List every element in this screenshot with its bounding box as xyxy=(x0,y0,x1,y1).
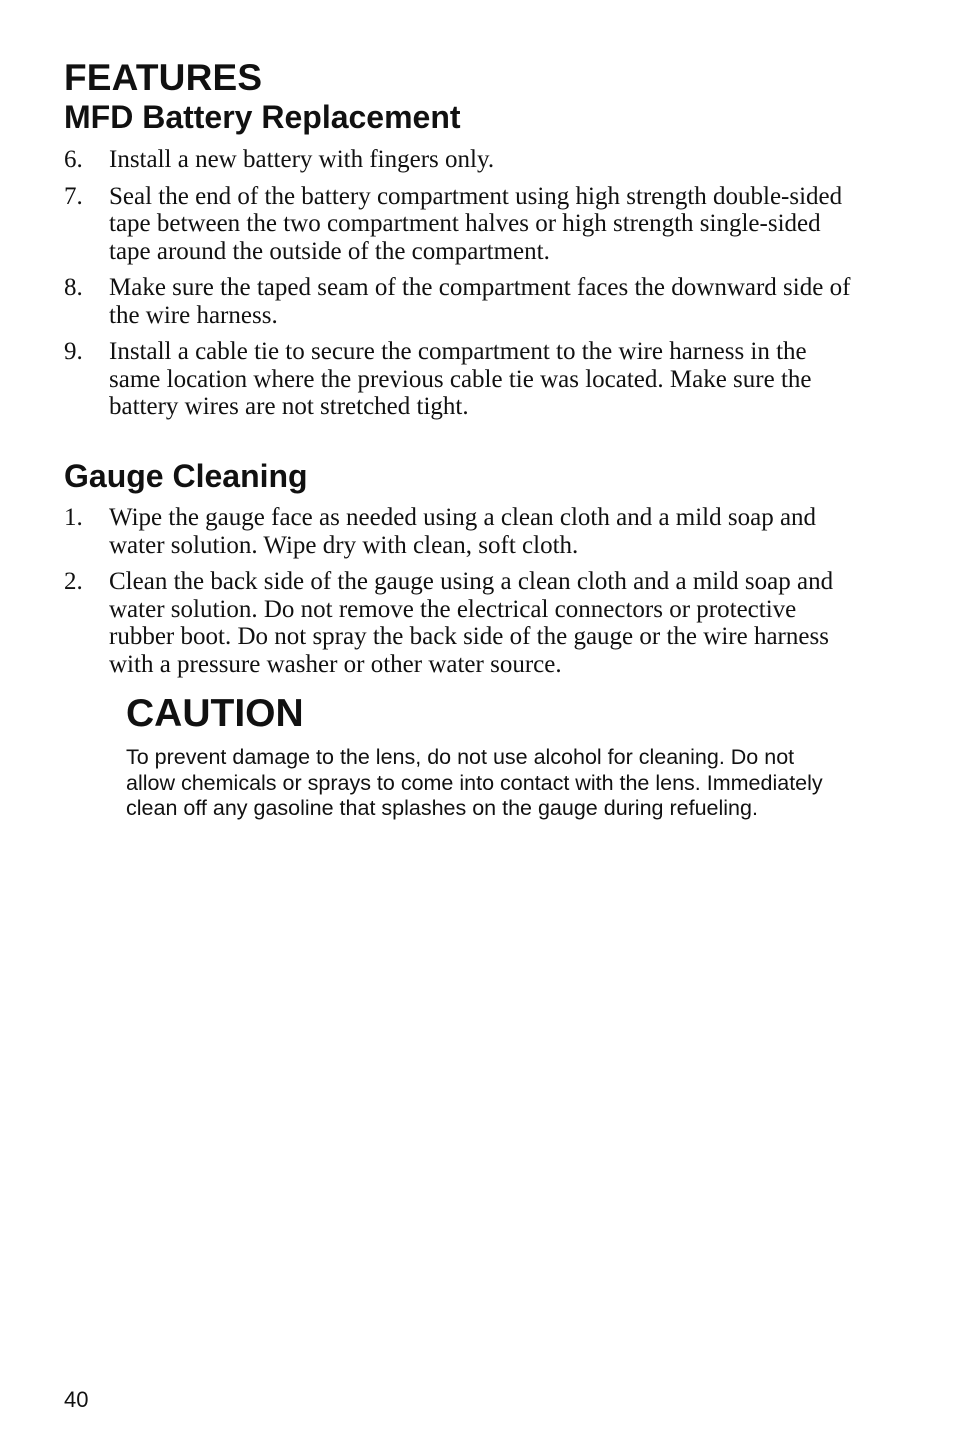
caution-title: CAUTION xyxy=(126,692,304,735)
battery-steps-list xyxy=(64,146,864,430)
list-item xyxy=(64,146,864,174)
step-number: 8. xyxy=(64,274,83,301)
step-text: Clean the back side of the gauge using a clean cloth and a mild soap and water solution. Do not remove the electrical connectors or protective rubber boot. Do not spray the back side of the gauge or the wire harness with a pressure washer or other water source. xyxy=(109,568,834,678)
step-text: Install a new battery with fingers only. xyxy=(109,146,495,173)
chapter-title: FEATURES xyxy=(64,57,263,98)
step-text: Wipe the gauge face as needed using a clean cloth and a mild soap and water solution. Wipe dry with clean, soft cloth. xyxy=(109,504,817,559)
step-number: 2. xyxy=(64,568,83,595)
cleaning-steps-list xyxy=(64,504,864,687)
list-item xyxy=(64,274,864,329)
caution-text: To prevent damage to the lens, do not use alcohol for cleaning. Do not allow chemicals or sprays to come into contact with the lens. Immediately clean off any gasoline that splashes on the gauge during refueling. xyxy=(126,745,823,820)
step-text: Seal the end of the battery compartment using high strength double-sided tape between the two compartment halves or high strength single-sided tape around the outside of the compartment. xyxy=(109,182,843,265)
step-number: 7. xyxy=(64,182,83,210)
step-number: 6. xyxy=(64,146,83,173)
step-text: Make sure the taped seam of the compartment faces the downward side of the wire harness. xyxy=(109,274,851,329)
step-number: 9. xyxy=(64,338,83,365)
list-item xyxy=(64,338,864,421)
list-item xyxy=(64,504,864,559)
cleaning-section-title: Gauge Cleaning xyxy=(64,458,308,494)
step-text: Install a cable tie to secure the compartment to the wire harness in the same location where the previous cable tie was located. Make sure the battery wires are not stretched tight. xyxy=(109,338,812,420)
page-number: 40 xyxy=(64,1387,89,1412)
step-number: 1. xyxy=(64,504,83,531)
list-item xyxy=(64,183,864,266)
list-item xyxy=(64,568,864,678)
battery-section-title: MFD Battery Replacement xyxy=(64,99,461,135)
